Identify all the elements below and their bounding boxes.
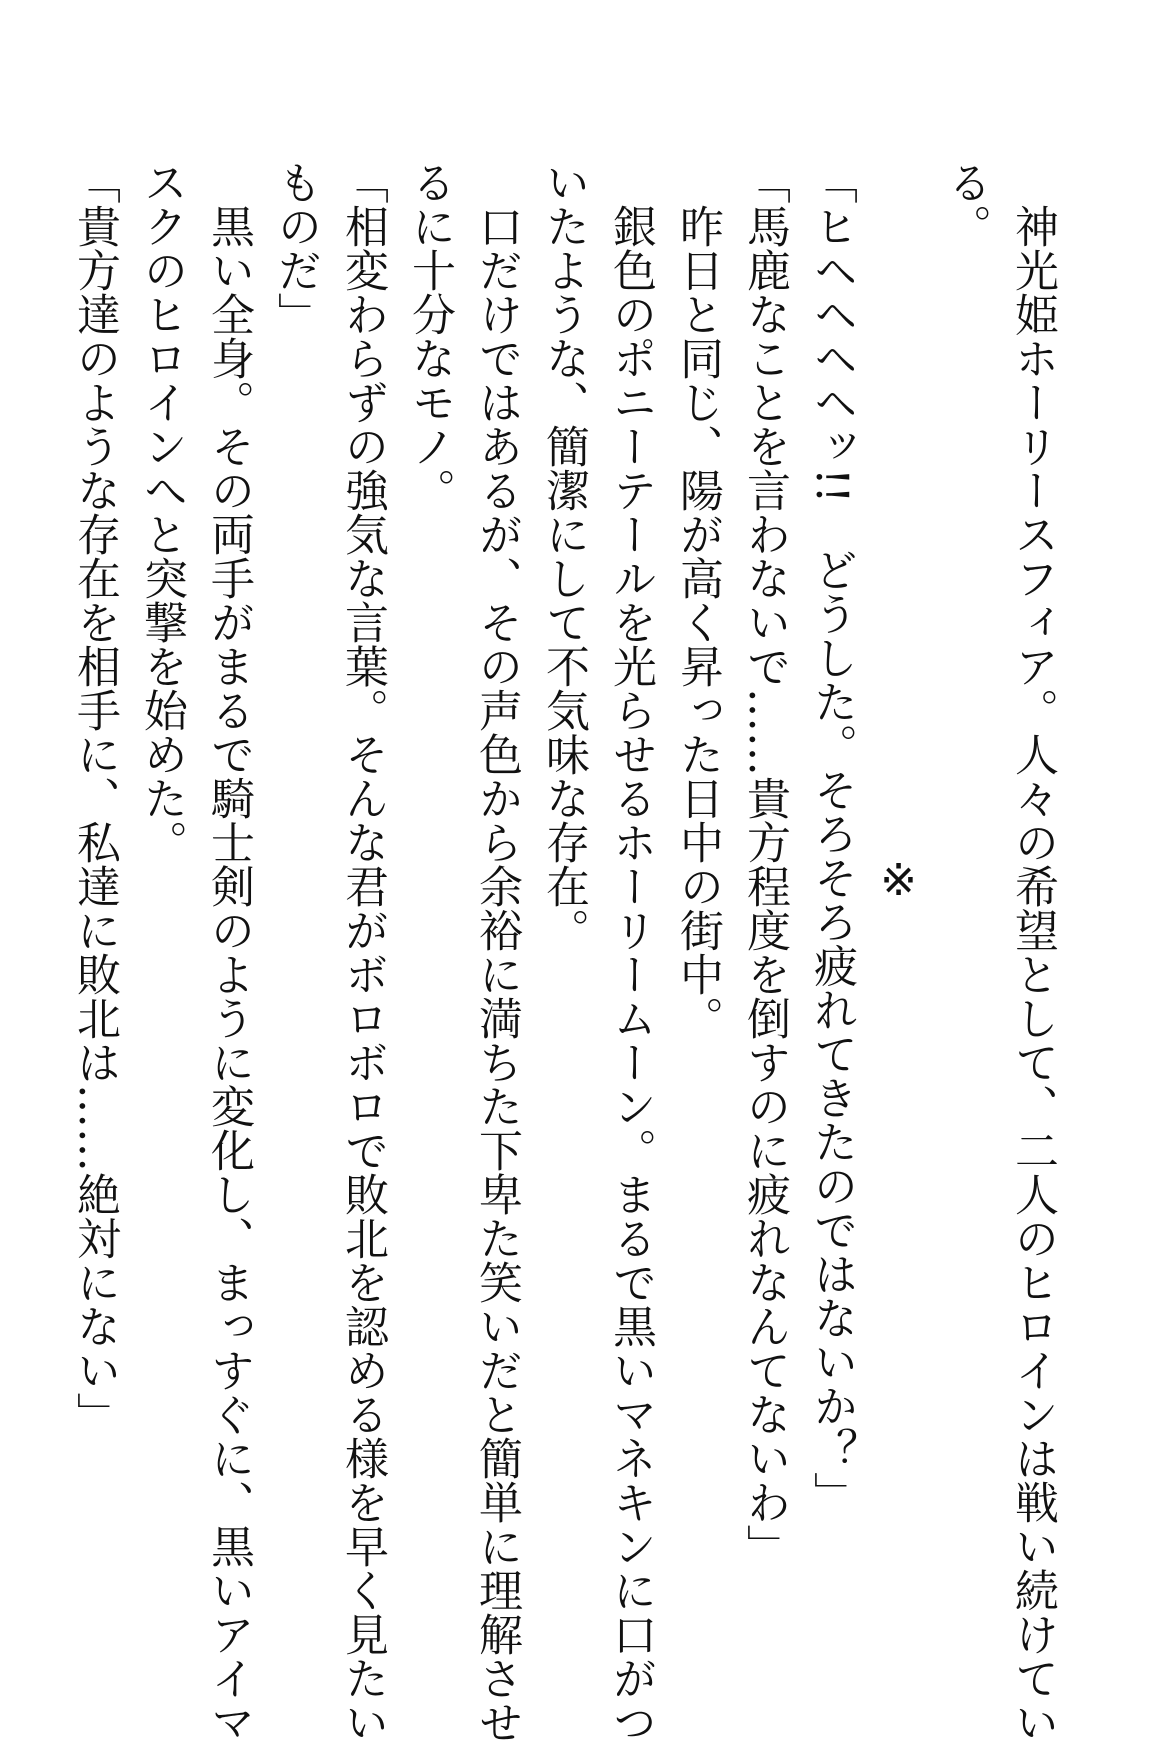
text-line: 口だけではあるが、その声色から余裕に満ちた下卑た笑いだと簡単に理解させ [471, 204, 522, 1744]
text-line: 昨日と同じ、陽が高く昇った日中の街中。 [672, 204, 723, 1040]
text-line: る。 [940, 160, 991, 248]
text-line: スクのヒロインへと突撃を始めた。 [136, 160, 187, 864]
text-line: 「馬鹿なことを言わないで……貴方程度を倒すのに疲れなんてないわ」 [739, 160, 790, 1568]
text-line: 銀色のポニーテールを光らせるホーリームーン。まるで黒いマネキンに口がつ [605, 204, 656, 1744]
text-line: いたような、簡潔にして不気味な存在。 [538, 160, 589, 952]
text-line: 神光姫ホーリースフィア。人々の希望として、二人のヒロインは戦い続けてい [1007, 204, 1058, 1744]
text-line: るに十分なモノ。 [404, 160, 455, 512]
text-line: 「ヒヘヘヘヘッ!! どうした。そろそろ疲れてきたのではないか？」 [806, 160, 857, 1516]
text-line: 「相変わらずの強気な言葉。そんな君がボロボロで敗北を認める様を早く見たい [337, 160, 388, 1744]
text-line: ものだ」 [270, 160, 321, 336]
text-line: 黒い全身。その両手がまるで騎士剣のように変化し、まっすぐに、黒いアイマ [203, 204, 254, 1744]
section-break-mark: ※ [873, 854, 924, 906]
vertical-text-block [61, 160, 1066, 1744]
text-line: 「貴方達のような存在を相手に、私達に敗北は……絶対にない」 [69, 160, 120, 1436]
